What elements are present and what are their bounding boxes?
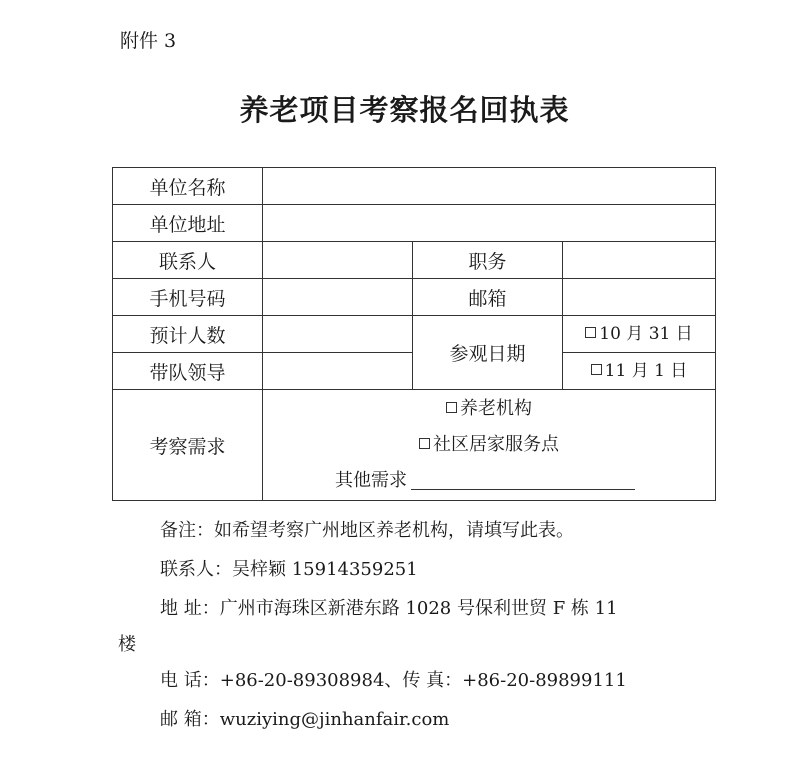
org-name-field[interactable] (263, 168, 716, 205)
position-label: 职务 (413, 242, 563, 279)
fax-value: +86-20-89899111 (462, 670, 627, 691)
remark-note: 备注：如希望考察广州地区养老机构，请填写此表。 (160, 520, 574, 541)
row-needs (113, 390, 716, 501)
registration-table (112, 167, 716, 501)
needs-option-community[interactable]: 社区居家服务点 (263, 427, 715, 463)
phone-value: +86-20-89308984、 (219, 670, 403, 691)
team-leader-label: 带队领导 (113, 353, 263, 390)
visit-date-label: 参观日期 (413, 316, 563, 390)
date-option-oct31[interactable]: 10 月 31 日 (563, 316, 715, 353)
fax-label: 传 真： (402, 670, 463, 691)
mobile-label: 手机号码 (113, 279, 263, 316)
checkbox-icon[interactable] (591, 364, 602, 375)
mobile-field[interactable] (263, 279, 413, 316)
needs-option-institution[interactable]: 养老机构 (263, 391, 715, 427)
org-address-field[interactable] (263, 205, 716, 242)
attachment-label: 附件 3 (120, 30, 177, 52)
checkbox-icon[interactable] (585, 327, 596, 338)
visit-date-options (563, 316, 716, 390)
org-address-label: 单位地址 (113, 205, 263, 242)
other-needs-label: 其他需求 (335, 470, 407, 491)
expected-count-field[interactable] (263, 316, 413, 353)
row-org-address (113, 205, 716, 242)
other-needs (263, 463, 715, 499)
other-needs-field[interactable] (411, 469, 635, 490)
email-value[interactable]: wuziying@jinhanfair.com (219, 709, 450, 730)
checkbox-icon[interactable] (446, 402, 457, 413)
email-field[interactable] (563, 279, 716, 316)
address-note (160, 594, 618, 620)
contact-field[interactable] (263, 242, 413, 279)
expected-count-label: 预计人数 (113, 316, 263, 353)
date-option-nov1[interactable]: 11 月 1 日 (563, 353, 715, 389)
email-note-label: 邮 箱： (160, 709, 220, 730)
team-leader-field[interactable] (263, 353, 413, 390)
address-value: 广州市海珠区新港东路 1028 号保利世贸 F 栋 11 (219, 598, 618, 619)
org-name-label: 单位名称 (113, 168, 263, 205)
needs-options (263, 390, 716, 501)
form-title: 养老项目考察报名回执表 (239, 93, 570, 127)
address-note-cont: 楼 (118, 634, 136, 655)
row-expected-count (113, 316, 716, 353)
email-label: 邮箱 (413, 279, 563, 316)
row-mobile (113, 279, 716, 316)
contact-label: 联系人 (113, 242, 263, 279)
email-note (160, 705, 449, 731)
row-contact (113, 242, 716, 279)
needs-label: 考察需求 (113, 390, 263, 501)
position-field[interactable] (563, 242, 716, 279)
phone-label: 电 话： (160, 670, 220, 691)
row-org-name (113, 168, 716, 205)
address-label: 地 址： (160, 598, 220, 619)
phone-fax-note (160, 666, 627, 692)
contact-note: 联系人：吴梓颖 15914359251 (160, 559, 418, 580)
checkbox-icon[interactable] (419, 438, 430, 449)
